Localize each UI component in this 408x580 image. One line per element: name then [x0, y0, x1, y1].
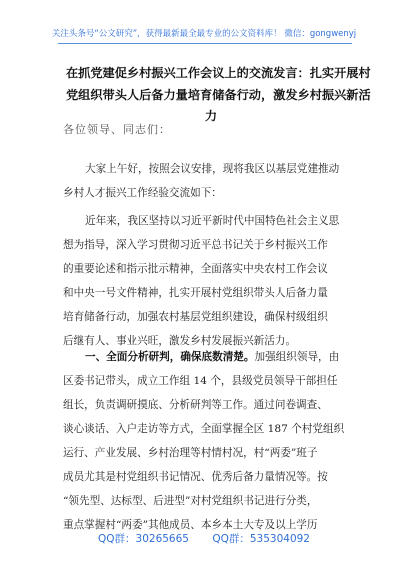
- qq-group-1: QQ群：30265665: [98, 533, 189, 545]
- paragraph-greeting: [63, 157, 363, 205]
- paragraph-line: 想为指导，深入学习贯彻习近平总书记关于乡村振兴工作: [63, 239, 328, 251]
- section-heading-rest: 加强组织领导，由: [254, 351, 340, 363]
- paragraph-section-one: [63, 345, 363, 537]
- footer-contact: [0, 531, 408, 546]
- paragraph-line: “领先型、达标型、后进型”对村党组织书记进行分类，: [63, 495, 318, 507]
- paragraph-line: 培育储备行动，加强农村基层党组织建设，确保村级组织: [63, 311, 328, 323]
- paragraph-line: [63, 345, 363, 369]
- header-note: 关注头条号“公文研究”，获得最新最全最专业的公文资料库！ 微信：gongwenyj: [51, 29, 357, 39]
- paragraph-line: 成员尤其是村党组织书记情况、优秀后备力量情况等。按: [63, 471, 328, 483]
- paragraph-line: 的重要论述和指示批示精神，全面落实中央农村工作会议: [63, 263, 328, 275]
- title-line: 在抓党建促乡村振兴工作会议上的交流发言：扎实开展村: [66, 66, 371, 80]
- paragraph-line: 后继有人、事业兴旺，激发乡村发展振兴新活力。: [63, 335, 297, 347]
- paragraph-line: 和中央一号文件精神，扎实开展村党组织带头人后备力量: [63, 287, 328, 299]
- title-line: 党组织带头人后备力量培育储备行动，激发乡村振兴新活: [66, 87, 371, 102]
- document-title: [66, 63, 371, 128]
- paragraph-line: 运行、产业发展、乡村治理等村情村况，村“两委”班子: [63, 447, 318, 459]
- paragraph-line: 乡村人才振兴工作经验交流如下：: [63, 187, 222, 199]
- paragraph-line: 大家上午好，按照会议安排，现将我区以基层党建推动: [85, 163, 340, 175]
- header-divider: [58, 43, 352, 44]
- paragraph-line: 谈心谈话、入户走访等方式，全面掌握全区 187 个村党组织: [63, 423, 345, 435]
- salutation: 各位领导、同志们：: [63, 123, 171, 136]
- qq-group-2: QQ群：535304092: [212, 533, 310, 545]
- paragraph-line: 重点掌握村“两委”其他成员、本乡本土大专及以上学历: [63, 519, 318, 531]
- paragraph-background: [63, 209, 363, 353]
- section-heading: 一、全面分析研判，确保底数清楚。: [85, 351, 255, 363]
- paragraph-line: 近年来，我区坚持以习近平新时代中国特色社会主义思: [85, 215, 340, 227]
- paragraph-line: 区委书记带头，成立工作组 14 个，县级党员领导干部担任: [63, 375, 338, 387]
- paragraph-line: 组长，负责调研摸底、分析研判等工作。通过问卷调查、: [63, 399, 328, 411]
- title-line: 力: [204, 109, 218, 123]
